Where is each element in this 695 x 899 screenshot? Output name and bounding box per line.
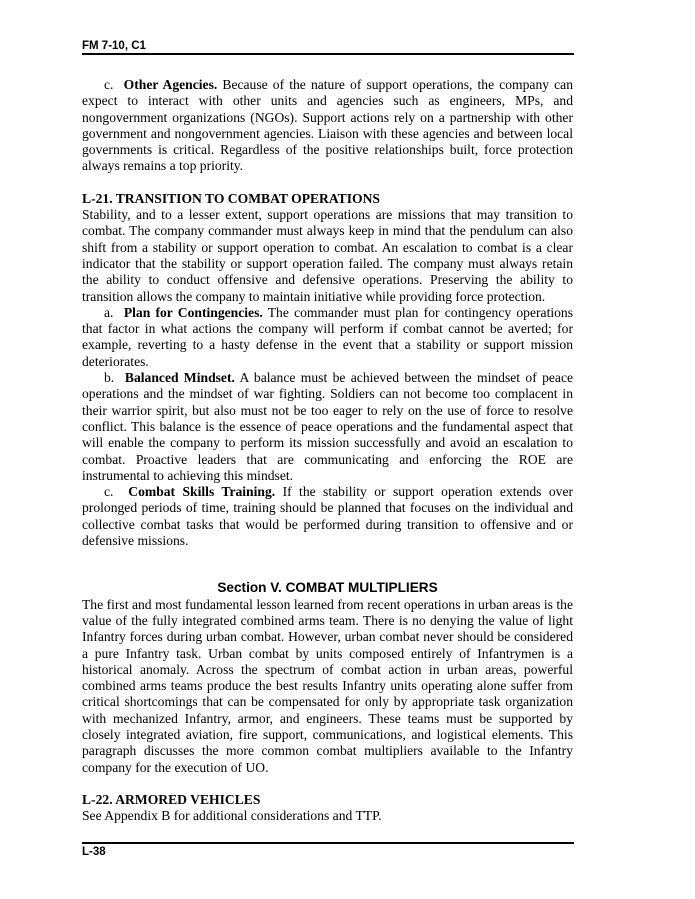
paragraph-other-agencies: c. Other Agencies. Because of the nature of support operations, the company can expect to interact with other units and agencies such as engineers, MPs, and nongovernment organizations (NGOs). Support actions rely on a partnership with other government and nongovernment agencies. Liaison with these agencies and between local governments is critical. Regardless of the positive relationships built, force protection always remains a top priority. xyxy=(82,77,574,174)
page-number: L-38 xyxy=(82,846,106,858)
heading-section-v: Section V. COMBAT MULTIPLIERS xyxy=(217,580,438,596)
heading-l21: L-21. TRANSITION TO COMBAT OPERATIONS xyxy=(82,190,380,206)
paragraph-section-v: The first and most fundamental lesson learned from recent operations in urban areas is the value of the fully integrated combined arms team. There is no denying the value of light Infantry forces during urban combat. However, urban combat never should be considered a pure Infantry task. Urban combat by units composed entirely of Infantrymen is a historical anomaly. Across the spectrum of combat action in urban areas, powerful combined arms teams produce the best results Infantry units operating alone suffer from critical shortcomings that can be compensated for only by appropriate task organization with mechanized Infantry, armor, and engineers. These teams must be supported by closely integrated aviation, fire support, communications, and logistical elements. This paragraph discusses the more common combat multipliers available to the Infantry company for the execution of UO. xyxy=(82,596,573,775)
footer-rule xyxy=(82,842,574,844)
paragraph-plan-contingencies: a. Plan for Contingencies. The commander must plan for contingency operations that factor in what actions the company will perform if combat cannot be averted; for example, reverting to a hasty defense in the event that a stability or support mission deteriorates. xyxy=(82,304,574,369)
paragraph-l22: See Appendix B for additional considerations and TTP. xyxy=(82,808,382,824)
header-rule xyxy=(82,53,574,55)
paragraph-combat-skills: c. Combat Skills Training. If the stability or support operation extends over prolonged periods of time, training should be planned that focuses on the individual and collective combat tasks that would be performed during transition to offensive and or defensive missions. xyxy=(82,484,574,549)
heading-l22: L-22. ARMORED VEHICLES xyxy=(82,791,261,807)
running-header: FM 7-10, C1 xyxy=(82,40,146,52)
paragraph-l21-intro: Stability, and to a lesser extent, support operations are missions that may transition to combat. The company commander must always keep in mind that the pendulum can also shift from a stability or support operation to combat. An escalation to combat is a clear indicator that the stability or support operation failed. The company must always retain the ability to conduct offensive and defensive operations. Preserving the ability to transition allows the company to maintain initiative while providing force protection. xyxy=(82,207,573,304)
page-body xyxy=(82,77,573,824)
paragraph-balanced-mindset: b. Balanced Mindset. A balance must be achieved between the mindset of peace operations and the mindset of war fighting. Soldiers can not become too complacent in their warrior spirit, but also must not be too eager to rely on the use of force to resolve conflict. This balance is the essence of peace operations and the fundamental aspect that will enable the company to perform its mission successfully and avoid an escalation to combat. Proactive leaders that are communicating and enforcing the ROE are instrumental to achieving this mindset. xyxy=(82,370,574,483)
